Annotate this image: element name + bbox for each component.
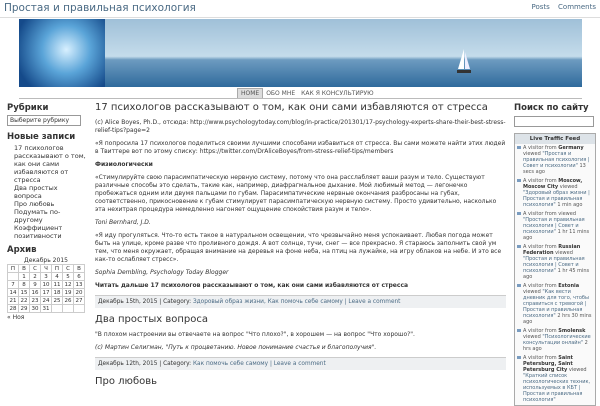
calendar-day[interactable]: 17 [42,289,50,296]
calendar-day[interactable]: 31 [42,305,50,312]
nav-divider [19,98,582,99]
feed-location: Saint Petersburg, Saint Petersburg City [523,355,573,373]
feed-location: Smolensk [558,328,586,334]
feed-visitor-text: A visitor from [523,244,557,250]
calendar-day[interactable]: 2 [30,273,41,281]
calendar-day[interactable]: 8 [19,281,30,289]
feed-location: Moscow, Moscow City [523,178,583,190]
feed-item [515,282,595,327]
calendar-day-header: В [19,265,30,273]
post-category-link[interactable]: Как помочь себе самому [192,361,269,367]
calendar-day-header: В [74,265,85,273]
recent-post-link[interactable]: как они сами [14,160,60,168]
post-subheading: Физиологически [95,161,153,168]
feed-viewed-text: viewed [555,250,573,256]
post-category-link[interactable]: Здоровый образ жизни, Как помочь себе самому [192,299,343,305]
calendar-prev-month[interactable]: « Ноя [7,314,25,321]
feed-item [515,177,595,210]
calendar-day[interactable]: 3 [41,273,52,281]
calendar-day-header: С [30,265,41,273]
nav-about[interactable]: ОБО МНЕ [266,90,296,97]
post-date: Декабрь 15th, 2015 [98,299,158,305]
calendar-day[interactable]: 29 [20,305,28,312]
feed-page-link[interactable]: "Простая и правильная психология | Совет и психологии" [523,256,585,274]
calendar-day-header: С [63,265,74,273]
calendar-day[interactable]: 7 [8,281,19,289]
calendar-day[interactable]: 10 [42,281,50,288]
feed-viewed-text: viewed [523,334,541,340]
calendar-week [8,297,85,305]
feed-page-link[interactable]: "Психологические консультации онлайн" [523,334,591,346]
post-title[interactable]: Про любовь [95,376,158,387]
post-date: Декабрь 12th, 2015 [98,361,158,367]
calendar-day [63,305,74,313]
recent-post-link[interactable]: Два простых вопроса [14,184,58,200]
feed-location: Russian Federation [523,244,581,256]
recent-post-link[interactable]: избавляются от стресса [14,168,69,184]
post-category-label: | Category: [159,299,192,305]
calendar-day[interactable]: 27 [75,297,83,304]
post-meta [95,295,506,308]
recent-posts-list [7,144,87,240]
post-title[interactable]: Два простых вопроса [95,314,208,325]
nav-consulting[interactable]: КАК Я КОНСУЛЬТИРУЮ [301,90,374,97]
search-heading: Поиск по сайту [514,103,589,113]
calendar-week [8,289,85,297]
read-more-link[interactable]: Читать дальше 17 психологов рассказывают о том, как они сами избавляются от стресса [95,282,409,289]
recent-post-link[interactable]: рассказывают о том, [14,152,86,160]
calendar-day[interactable]: 22 [20,297,28,304]
calendar-day[interactable]: 19 [64,289,72,296]
feed-viewed-text: viewed [523,289,541,295]
feed-item [515,144,595,177]
post-paragraph: (c) Alice Boyes, Ph.D., отсюда: http://www.psychologytoday.com/blog/in-practice/201301/17-psychology-experts-share-their-best-stress-relief-tips?page=2 [95,119,506,134]
calendar-day [52,305,63,313]
recent-post-link[interactable]: позитивности [14,232,62,240]
feed-time: 1 hr 11 mins ago [523,229,590,241]
post-paragraph: «Я иду прогуляться. Что-то есть такое в натуральном освещении, что чрезвычайно меня успокаивает. Любая погода может быть на улице, кроме разве что проливного дождя. А вот солнце, тучи, снег — все прекрасно. Я стараюсь заполнить свой ум тем, что меня окружает, обращая внимание на деревья на фоне неба, на птиц на лужайке, на игру облаков на небе. И это все как-то ослабляет стресс». [95,232,502,263]
calendar-day[interactable]: 24 [42,297,50,304]
feed-item [515,243,595,282]
calendar-day-header: П [52,265,63,273]
calendar-day-header: П [8,265,19,273]
feed-links [526,3,596,11]
calendar-day-header: Ч [41,265,52,273]
calendar-day[interactable]: 4 [52,273,63,281]
calendar-day[interactable]: 20 [75,289,83,296]
top-bar [0,0,600,18]
post [95,102,506,308]
feed-item [515,210,595,243]
post-meta [95,357,506,370]
main-content [95,102,506,393]
calendar-day[interactable]: 15 [20,289,28,296]
brain-image [19,19,105,87]
calendar-week [8,273,85,281]
post-paragraph: «Я попросила 17 психологов поделиться своими лучшими способами избавиться от стресса. Вы сами можете найти этих людей в Твиттере вот по этому списку: https://twitter.com/DrAliceBoyes/from-stress-relief-tips/members [95,140,506,155]
calendar-day[interactable]: 11 [53,281,61,288]
calendar-week [8,281,85,289]
post-author: Toni Bernhard, J.D. [95,219,151,226]
feed-time: 13 secs ago [523,163,586,175]
calendar-day[interactable]: 18 [53,289,61,296]
feed-page-link[interactable]: "Как вести дневник для того, чтобы справиться с тревогой | Простая и правильная психология" [523,289,589,319]
calendar-caption: Декабрь 2015 [24,257,68,264]
calendar-day[interactable]: 26 [64,297,72,304]
feed-viewed-text: viewed [558,211,577,217]
post-title[interactable]: 17 психологов рассказывают о том, как они сами избавляются от стресса [95,102,488,113]
feed-visitor-text: A visitor from [523,178,557,184]
post-paragraph: «Стимулируйте свою парасимпатическую нервную систему, потому что она расслабляет ваши разум и тело. Существуют различные способы это сделать, такие как, например, диафрагмальное дыхание. Мой любимый метод — легонечко пробежаться одним или двумя пальцами по губам. Парасимпатические нервные окончания разбросаны на губах, соответственно, прикосновение к губам стимулирует парасимпатическую нервную систему. Просто удивительно, насколько эта нехитрая процедура немедленно нагоняет ощущение спокойствия разум и тело». [95,174,497,213]
feed-item [515,354,595,405]
feed-time: 1 min ago [557,202,583,208]
feed-time: 2 hrs ago [523,340,588,352]
calendar-day[interactable]: 28 [9,305,17,312]
feed-viewed-text: viewed [559,184,578,190]
calendar-day[interactable]: 30 [31,305,39,312]
comments-rss-link[interactable]: Comments [558,3,596,11]
calendar-day[interactable]: 5 [63,273,74,281]
feed-time: 1 hr 45 mins ago [523,268,590,280]
feed-location: Germany [558,145,584,151]
calendar-week [8,305,85,313]
calendar-day[interactable]: 1 [19,273,30,281]
feed-viewed-text: viewed [568,367,587,373]
feed-visitor-text: A visitor from [523,145,557,151]
calendar-day[interactable]: 25 [53,297,61,304]
calendar-day[interactable]: 9 [30,281,41,289]
categories-heading: Рубрики [7,103,49,113]
recent-post-link[interactable]: Подумать по-другому [14,208,61,224]
post-paragraph: (с) Мартин Селигман, "Путь к процветанию. Новое понимание счастья и благополучия". [95,344,377,351]
leave-comment-link[interactable]: | Leave a comment [269,361,326,367]
left-sidebar [7,103,87,321]
feed-location: Estonia [558,283,580,289]
recent-posts-heading: Новые записи [7,132,76,142]
posts-rss-link[interactable]: Posts [531,3,550,11]
feed-item [515,327,595,354]
right-sidebar [514,103,600,406]
calendar-day[interactable]: 21 [9,297,17,304]
nav-home[interactable]: HOME [237,88,263,99]
leave-comment-link[interactable]: | Leave a comment [344,299,401,305]
feed-viewed-text: viewed [523,151,541,157]
archive-calendar [7,257,85,313]
calendar-day [74,305,85,313]
calendar-day[interactable]: 13 [75,281,83,288]
recent-post-link[interactable]: Про любовь [14,200,55,208]
sailboat-image [457,49,471,75]
post-author: Sophia Dembling, Psychology Today Blogger [95,269,229,276]
archive-heading: Архив [7,245,37,255]
feed-page-link[interactable]: "Простая и правильная психология | Совет и психологии" [523,217,585,235]
calendar-day[interactable]: 23 [31,297,39,304]
feed-time: 2 hrs 30 mins ago [523,313,592,325]
feed-visitor-text: A visitor from [523,355,557,361]
feed-visitor-text: A visitor from [523,211,557,217]
live-traffic-feed [514,133,596,406]
calendar-day [8,273,19,281]
feed-visitor-text: A visitor from [523,283,557,289]
feed-page-link[interactable]: "Простая и правильная психология | Совет и психологии" [523,151,590,169]
feed-title[interactable]: Live Traffic Feed [515,134,595,144]
calendar-day[interactable]: 14 [9,289,17,296]
feed-page-link[interactable]: "Краткий список психологических техник, используемых в КБТ | Простая и правильная психология" [523,373,591,403]
calendar-day[interactable]: 6 [74,273,85,281]
main-nav [237,88,377,97]
feed-visitor-text: A visitor from [523,328,557,334]
site-title[interactable]: Простая и правильная психология [4,2,196,14]
feed-list [515,144,595,405]
recent-post-link[interactable]: 17 психологов [14,144,64,152]
post [95,314,506,370]
post-category-label: | Category: [159,361,192,367]
calendar-day[interactable]: 12 [64,281,72,288]
search-input[interactable] [514,116,594,127]
categories-dropdown[interactable]: Выберите рубрику [7,115,81,126]
calendar-day[interactable]: 16 [31,289,39,296]
feed-page-link[interactable]: "Здоровый образ жизни | Простая и правильная психология" [523,190,590,208]
header-banner [19,19,582,87]
post-paragraph: "В плохом настроении вы отвечаете на вопрос "Что плохо?", в хорошем — на вопрос "Что хорошо?". [95,331,415,338]
recent-post-link[interactable]: Коэффициент [14,224,63,232]
post [95,376,506,388]
calendar-body [8,273,85,313]
